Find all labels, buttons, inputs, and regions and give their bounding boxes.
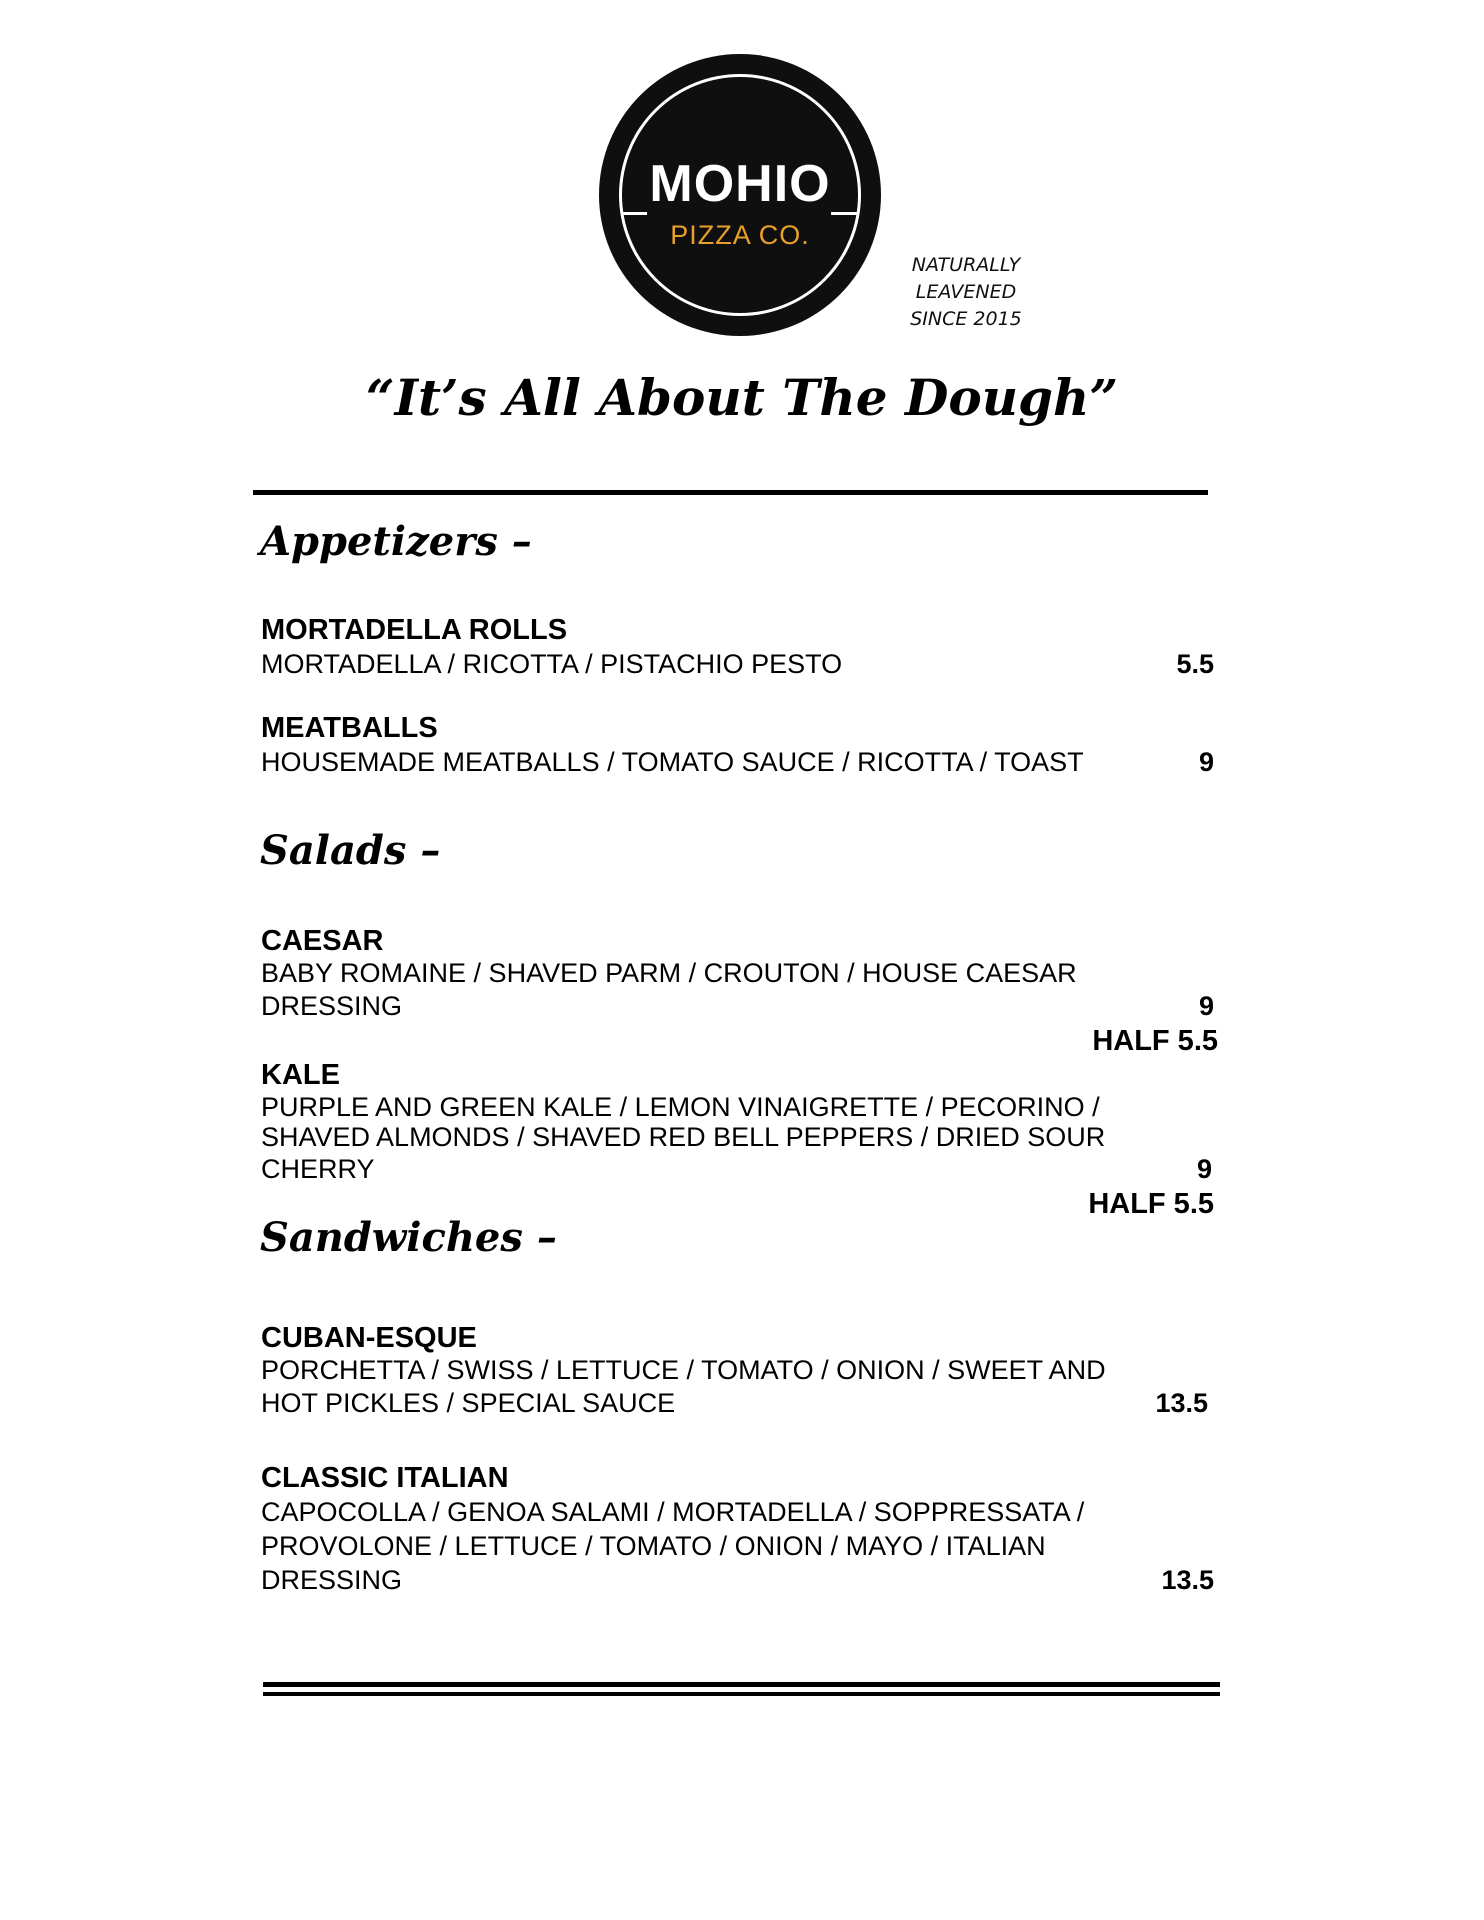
item-desc: DRESSING [261, 991, 403, 1021]
item-desc: HOUSEMADE MEATBALLS / TOMATO SAUCE / RICOTTA / TOAST [261, 747, 1084, 777]
item-name: KALE [261, 1059, 340, 1091]
logo-wordmark: MOHIO [649, 155, 831, 213]
item-desc: PROVOLONE / LETTUCE / TOMATO / ONION / MAYO / ITALIAN [261, 1531, 1046, 1561]
item-desc: SHAVED ALMONDS / SHAVED RED BELL PEPPERS / DRIED SOUR [261, 1122, 1106, 1152]
tagline [906, 252, 1026, 333]
section-title-appetizers: Appetizers – [260, 518, 532, 565]
slogan: “It’s All About The Dough” [365, 368, 1119, 427]
item-desc: MORTADELLA / RICOTTA / PISTACHIO PESTO [261, 649, 843, 679]
item-price: 9 [1196, 1154, 1212, 1184]
logo-subtitle: PIZZA CO. [670, 220, 810, 250]
bottom-divider [263, 1682, 1220, 1687]
item-name: CUBAN-ESQUE [261, 1322, 477, 1354]
section-title-sandwiches: Sandwiches – [260, 1214, 557, 1261]
bottom-divider [263, 1692, 1220, 1696]
item-price: 5.5 [1176, 649, 1214, 679]
section-title-salads: Salads – [260, 827, 441, 874]
item-desc: CAPOCOLLA / GENOA SALAMI / MORTADELLA / SOPPRESSATA / [261, 1497, 1085, 1527]
item-desc: CHERRY [261, 1154, 375, 1184]
item-desc: PORCHETTA / SWISS / LETTUCE / TOMATO / ONION / SWEET AND [261, 1355, 1106, 1385]
item-desc: BABY ROMAINE / SHAVED PARM / CROUTON / HOUSE CAESAR [261, 958, 1077, 988]
item-price: 13.5 [1155, 1388, 1208, 1418]
item-name: MEATBALLS [261, 712, 438, 744]
tagline-line: LEAVENED [915, 281, 1017, 303]
logo-bar-right [831, 212, 857, 215]
tagline-line: SINCE 2015 [910, 308, 1022, 330]
item-price: 9 [1198, 991, 1214, 1021]
item-price: 9 [1198, 747, 1214, 777]
item-name: CLASSIC ITALIAN [261, 1462, 509, 1494]
item-desc: DRESSING [261, 1565, 403, 1595]
top-divider [253, 490, 1208, 495]
item-name: MORTADELLA ROLLS [261, 614, 568, 646]
item-desc: PURPLE AND GREEN KALE / LEMON VINAIGRETTE / PECORINO / [261, 1092, 1100, 1122]
logo [599, 54, 881, 336]
item-name: CAESAR [261, 925, 384, 957]
logo-bar-left [621, 212, 647, 215]
item-desc: HOT PICKLES / SPECIAL SAUCE [261, 1388, 676, 1418]
item-half-price: HALF 5.5 [1088, 1188, 1214, 1220]
item-half-price: HALF 5.5 [1092, 1025, 1218, 1057]
tagline-line: NATURALLY [911, 254, 1021, 276]
item-price: 13.5 [1161, 1565, 1214, 1595]
